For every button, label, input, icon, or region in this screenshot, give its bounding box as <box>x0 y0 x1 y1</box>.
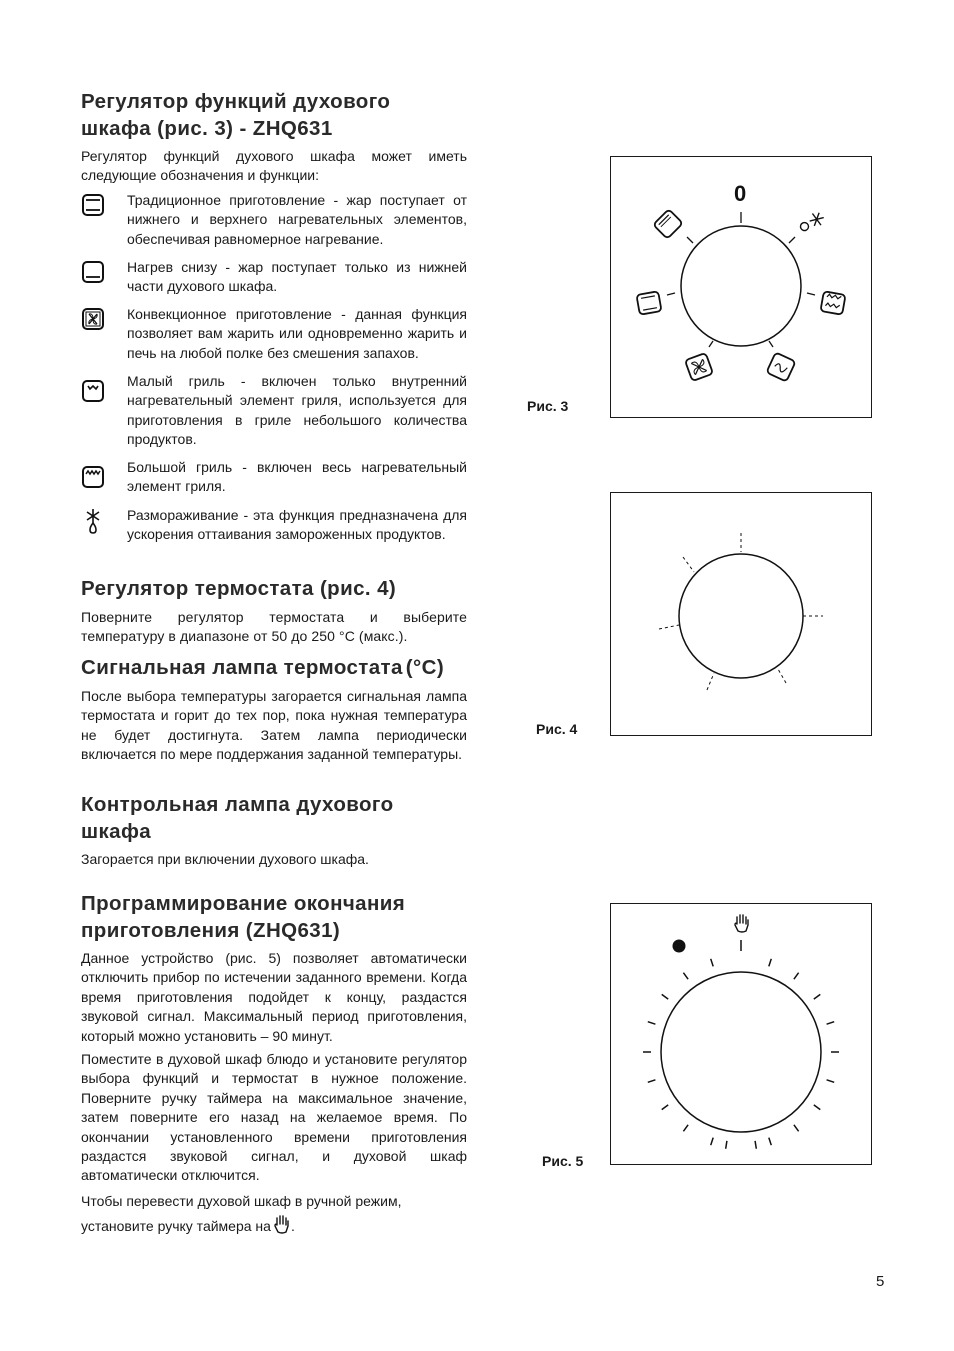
thermostat-lamp-heading: Сигнальная лампа термостата (°C) <box>81 656 445 679</box>
functions-intro: Регулятор функций духового шкафа может иметь следующие обозначения и функции: <box>81 148 467 184</box>
dial-tick <box>711 1138 713 1146</box>
oven-lamp-text: Загорается при включении духового шкафа. <box>81 851 369 867</box>
function-item-conventional <box>81 191 467 249</box>
dial-tick <box>709 341 713 347</box>
dial-tick <box>687 237 693 243</box>
dial-tick <box>827 1022 835 1024</box>
function-text-fan: Конвекционное приготовление - данная функция позволяет вам жарить или одновременно жарить и печь на любой полке без смешения запахов. <box>127 306 467 361</box>
function-text-bottom-heat: Нагрев снизу - жар поступает только из нижней части духового шкафа. <box>127 259 467 295</box>
fan-oven-icon <box>685 353 713 381</box>
dial-tick <box>683 973 688 979</box>
programming-p2: Поместите в духовой шкаф блюдо и установите регулятор выбора функций и термостат в нужное положение. Поверните ручку таймера на максимальное значение, затем поверните его назад на желаемое время. По окончании установленного времени приготовления раздастся звуковой сигнал, и духовой шкаф автоматически отключится. <box>81 1051 467 1184</box>
dial-tick <box>789 237 795 243</box>
thermostat-text: Поверните регулятор термостата и выберите температуру в диапазоне от 50 до 250 °C (макс.). <box>81 609 467 645</box>
bottom-heat-icon <box>81 259 105 285</box>
manual-hand-icon <box>273 1213 291 1235</box>
thermostat-heading: Регулятор термостата (рис. 4) <box>81 577 397 600</box>
timer-dial <box>611 904 871 1164</box>
function-text-full-grill: Большой гриль - включен весь нагревательный элемент гриля. <box>127 459 467 495</box>
small-grill-icon <box>766 352 795 381</box>
functions-heading: Регулятор функций духового шкафа (рис. 3) - ZHQ631 <box>81 90 391 140</box>
fan-oven-icon <box>81 306 105 332</box>
dial-tick <box>726 1141 727 1149</box>
programming-p1: Данное устройство (рис. 5) позволяет автоматически отключить прибор по истечении заданного времени. Когда время приготовления подойдет к концу, раздастся звуковой сигнал. Максимальный период приготовления, который можно установить – 90 минут. <box>81 950 467 1044</box>
conventional-heat-icon <box>636 291 661 315</box>
dial-tick <box>769 959 771 967</box>
function-item-defrost <box>81 506 467 564</box>
dial-tick <box>667 293 675 295</box>
dial-tick <box>648 1080 656 1082</box>
dial-tick <box>814 1105 820 1110</box>
dial-tick <box>827 1080 835 1082</box>
dial-tick <box>662 1105 668 1110</box>
figure-4-frame <box>610 492 872 736</box>
conventional-heat-icon <box>81 192 105 218</box>
dial-tick <box>683 557 694 572</box>
function-selector-dial <box>611 157 871 417</box>
bell-dot-icon <box>673 940 686 953</box>
celsius-symbol: (°C) <box>405 656 445 679</box>
function-item-full-grill <box>81 458 467 498</box>
defrost-icon <box>799 208 824 235</box>
thermostat-lamp-text: После выбора температуры загорается сигнальная лампа термостата и горит до тех пор, пока нужная температура не будет достигнута. Затем лампа периодически включается по мере поддержания заданной температуры. <box>81 688 467 763</box>
function-item-fan <box>81 305 467 363</box>
full-grill-icon <box>653 209 683 239</box>
dial-tick <box>648 1022 656 1024</box>
figure-5-frame <box>610 903 872 1165</box>
full-grill-icon <box>81 464 105 490</box>
dial-tick <box>794 973 799 979</box>
dial-tick <box>769 1138 771 1146</box>
figure-5-caption: Рис. 5 <box>542 1153 584 1169</box>
figure-3-frame <box>610 156 872 418</box>
manual-hand-icon <box>735 915 748 932</box>
function-item-small-grill <box>81 372 467 450</box>
dial-tick <box>807 293 815 295</box>
function-text-defrost: Размораживание - эта функция предназначена для ускорения оттаивания замороженных продуктов. <box>127 507 467 543</box>
oven-lamp-heading: Контрольная лампа духового шкафа <box>81 793 394 843</box>
figure-3-caption: Рис. 3 <box>527 398 569 414</box>
zero-position-label: 0 <box>734 181 747 206</box>
dial-tick <box>814 994 820 999</box>
dial-tick <box>707 673 714 690</box>
dial-tick <box>662 994 668 999</box>
small-grill-icon <box>81 378 105 404</box>
figure-4-caption: Рис. 4 <box>536 721 578 737</box>
dial-tick <box>778 669 786 683</box>
programming-p3: Чтобы перевести духовой шкаф в ручной режим, установите ручку таймера на . <box>81 1193 402 1234</box>
dial-tick <box>755 1141 756 1149</box>
page-number: 5 <box>876 1273 885 1290</box>
dial-tick <box>683 1125 688 1131</box>
function-text-small-grill: Малый гриль - включен только внутренний нагревательный элемент гриля, используется для приготовления в гриле небольшого количества продуктов. <box>127 373 467 448</box>
defrost-icon <box>81 507 105 537</box>
dial-tick <box>794 1125 799 1131</box>
dial-tick <box>769 341 773 347</box>
function-text-conventional: Традиционное приготовление - жар поступает от нижнего и верхнего нагревательных элементов, обеспечивая равномерное нагревание. <box>127 192 467 247</box>
programming-heading: Программирование окончания приготовления (ZHQ631) <box>81 892 406 942</box>
dial-tick <box>659 625 679 629</box>
top-grill-icon <box>820 291 845 315</box>
function-item-bottom-heat <box>81 258 467 298</box>
dial-tick <box>711 959 713 967</box>
thermostat-dial <box>611 493 871 735</box>
